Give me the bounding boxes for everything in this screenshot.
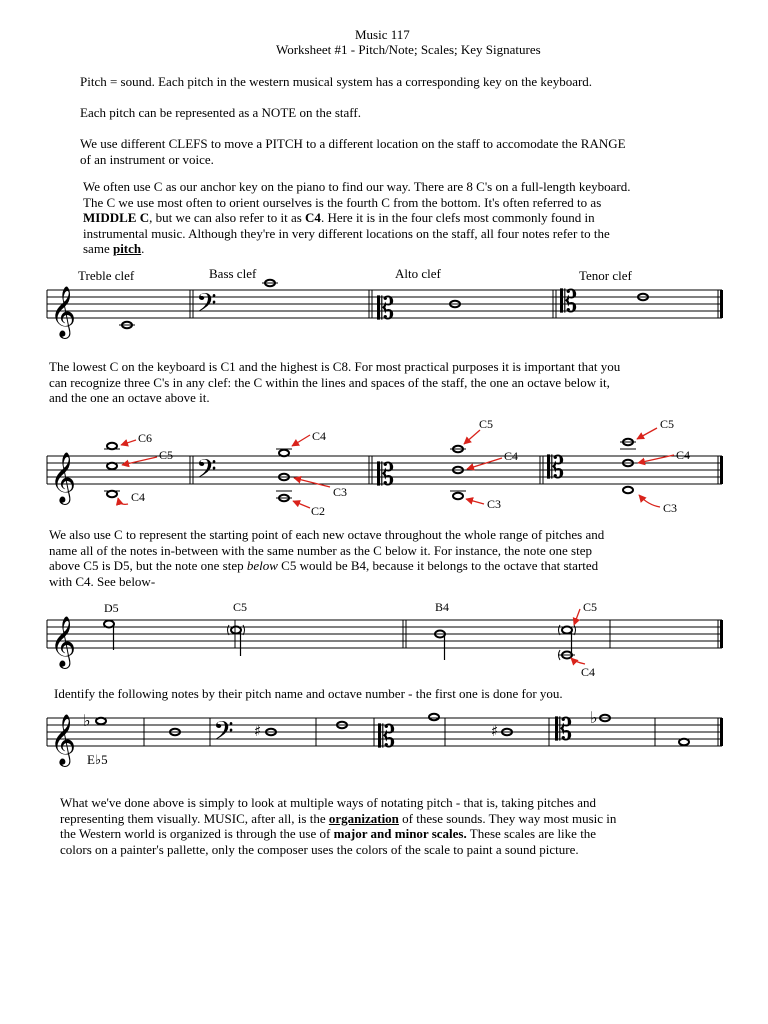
exercise-note-8 xyxy=(679,739,689,745)
staff1-label-treble: Treble clef xyxy=(78,268,135,283)
note-b4 xyxy=(435,631,445,661)
label-c3-bass: C3 xyxy=(333,485,348,499)
label-d5: D5 xyxy=(104,601,119,615)
sharp-icon: ♯ xyxy=(491,722,499,740)
tenor-clef-icon: 𝄡 xyxy=(547,450,565,486)
intro-paragraph-3: We use different CLEFS to move a PITCH to a different location on the staff to accomodate the RANGE of an instrument or voice. xyxy=(80,136,626,167)
note-c4-bass xyxy=(262,280,278,286)
label-c5-tenor: C5 xyxy=(660,417,675,431)
label-c5-treble: C5 xyxy=(159,448,174,462)
exercise-note-1 xyxy=(96,718,106,724)
treble-clef-icon: 𝄞 xyxy=(50,286,77,337)
label-c6-treble: C6 xyxy=(138,431,153,445)
staff-clefs-c4 xyxy=(0,280,768,340)
staff1-label-tenor: Tenor clef xyxy=(579,268,632,283)
staff-octave-example xyxy=(0,598,768,678)
label-c4-treble: C4 xyxy=(131,490,146,504)
treble-clef-icon: 𝄞 xyxy=(50,714,77,765)
label-c2-bass: C2 xyxy=(311,504,326,518)
intro-paragraph-2: Each pitch can be represented as a NOTE on the staff. xyxy=(80,105,361,120)
sharp-icon: ♯ xyxy=(254,722,262,740)
label-c4: C4 xyxy=(581,665,596,679)
label-c3-tenor: C3 xyxy=(663,501,678,515)
label-c5-alto: C5 xyxy=(479,417,494,431)
label-c4-alto: C4 xyxy=(504,449,519,463)
alto-clef-icon: 𝄡 xyxy=(378,719,396,755)
flat-icon: ♭ xyxy=(590,708,598,727)
staff-exercise xyxy=(0,702,768,777)
staff1-label-bass: Bass clef xyxy=(209,266,257,281)
course-title: Music 117 xyxy=(355,27,410,42)
note-c4-treble xyxy=(119,322,135,328)
staff-three-cs xyxy=(0,413,768,523)
label-c5-second: C5 xyxy=(583,600,598,614)
label-c4-bass: C4 xyxy=(312,429,327,443)
label-c4-tenor: C4 xyxy=(676,448,691,462)
staff1-label-alto: Alto clef xyxy=(395,266,441,281)
flat-icon: ♭ xyxy=(83,711,91,730)
note-d5 xyxy=(104,621,114,651)
label-c5: C5 xyxy=(233,600,248,614)
tenor-clef-icon: 𝄡 xyxy=(560,284,578,320)
treble-clef-icon: 𝄞 xyxy=(50,452,77,503)
bass-clef-icon: 𝄢 xyxy=(196,287,217,325)
alto-clef-icon: 𝄡 xyxy=(377,457,395,493)
label-c3-alto: C3 xyxy=(487,497,502,511)
paragraph-octave-numbers: We also use C to represent the starting point of each new octave throughout the whole range of pitches and name all of the notes in-between with the same number as the C below it. For instance, the note one step above C5 is D5, but the note one step below C5 would be B4, because it belongs to the octave that started with C4. See below- xyxy=(49,527,605,589)
intro-paragraph-4: We often use C as our anchor key on the piano to find our way. There are 8 C's on a full-length keyboard. The C we use most often to orient ourselves is the fourth C from the bottom. It's often referred to as MIDDLE C, but we can also refer to it as C4. Here it is in the four clefs most commonly found in instrumental music. Although they're in very different locations on the staff, all four notes refer to the same pitch. xyxy=(83,179,631,256)
treble-clef-icon: 𝄞 xyxy=(50,616,77,667)
alto-clef-icon: 𝄡 xyxy=(377,291,395,327)
exercise-instruction: Identify the following notes by their pitch name and octave number - the first one is done for you. xyxy=(54,686,563,701)
label-b4: B4 xyxy=(435,600,450,614)
paragraph-three-cs: The lowest C on the keyboard is C1 and the highest is C8. For most practical purposes it is important that you can recognize three C's in any clef: the C within the lines and spaces of the staff, the one an octave below it, and the one an octave above it. xyxy=(49,359,621,405)
intro-paragraph-1: Pitch = sound. Each pitch in the western musical system has a corresponding key on the keyboard. xyxy=(80,74,593,89)
bass-clef-icon: 𝄢 xyxy=(196,453,217,491)
worksheet-title: Worksheet #1 - Pitch/Note; Scales; Key Signatures xyxy=(276,42,541,57)
bass-clef-icon: 𝄢 xyxy=(213,715,234,753)
exercise-answer: E♭5 xyxy=(87,752,108,767)
tenor-clef-icon: 𝄡 xyxy=(555,712,573,748)
exercise-note-5 xyxy=(429,714,439,720)
paragraph-scales: What we've done above is simply to look at multiple ways of notating pitch - that is, taking pitches and representing them visually. MUSIC, after all, is the organization of these sounds. They way most music in the Western world is organized is through the use of major and minor scales. These scales are like the colors on a painter's pallette, only the composer uses the colors of the scale to paint a sound picture. xyxy=(60,795,617,857)
